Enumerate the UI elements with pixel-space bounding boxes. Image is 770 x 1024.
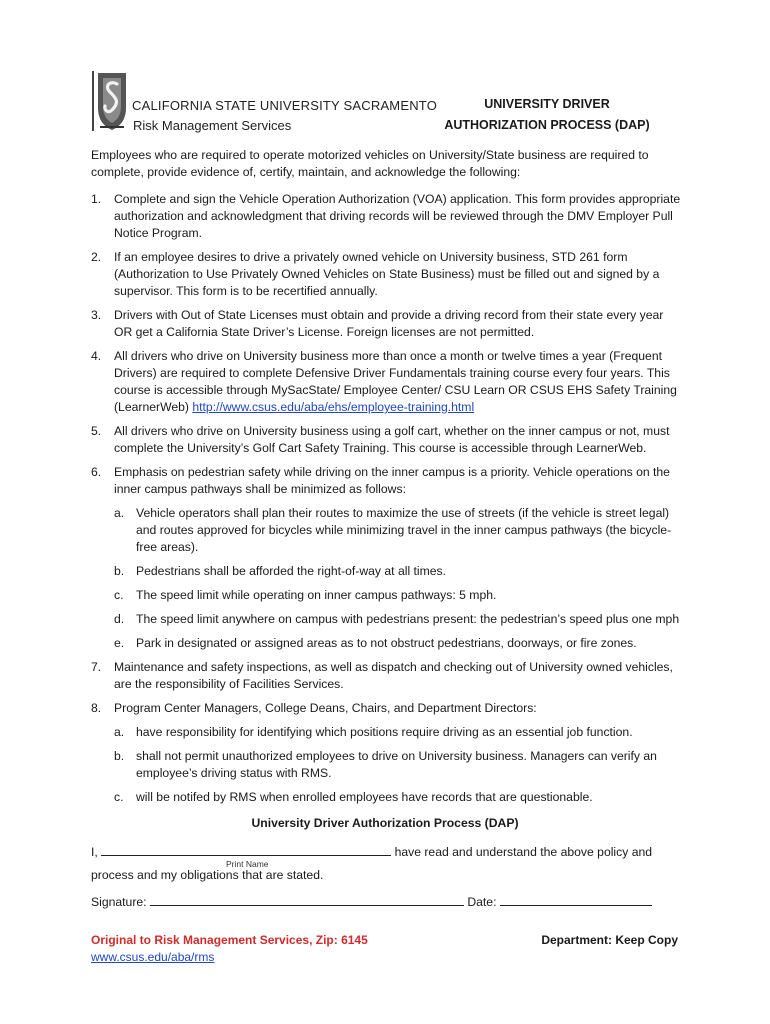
sublist-item: c. The speed limit while operating on inner campus pathways: 5 mph. bbox=[114, 588, 497, 602]
pedestrian-safety-sublist bbox=[114, 505, 683, 652]
department-copy-note: Department: Keep Copy bbox=[541, 933, 678, 947]
list-item: 6. Emphasis on pedestrian safety while driving on the inner campus is a priority. Vehicle operations on the inner campus pathways shall be minimized as follows: a. Vehicle operators shall plan their routes to maximize the use of streets (if the vehicle is street legal) and routes approved for bicycles while minimizing travel in the inner campus pathways (the bicycle-free areas). b. Pedestrians shall be afforded the right-of-way at all times. c. The speed limit while operating on inner campus pathways: 5 mph. d. The speed limit anywhere on campus with pedestrians present: the pedestrian’s speed plus one mph e. Park in designated or assigned areas as to not obstruct pedestrians, doorways, or fire zones. bbox=[91, 464, 683, 652]
requirements-list bbox=[91, 191, 683, 813]
original-routing-note: Original to Risk Management Services, Zip: 6145 bbox=[91, 933, 368, 947]
sublist-item: e. Park in designated or assigned areas as to not obstruct pedestrians, doorways, or fire zones. bbox=[114, 636, 637, 650]
university-name: CALIFORNIA STATE UNIVERSITY SACRAMENTO bbox=[132, 98, 438, 113]
sublist-item: b. shall not permit unauthorized employees to drive on University business. Managers can verify an employee’s driving status with RMS. bbox=[114, 749, 657, 780]
list-item: 5. All drivers who drive on University business using a golf cart, whether on the inner campus or not, must complete the University’s Golf Cart Safety Training. This course is accessible through LearnerWeb. bbox=[91, 424, 670, 455]
title-line-1: UNIVERSITY DRIVER bbox=[484, 97, 610, 111]
list-item: 8. Program Center Managers, College Deans, Chairs, and Department Directors: a. have responsibility for identifying which positions require driving as an essential job function. b. shall not permit unauthorized employees to drive on University business. Managers can verify an employee’s driving status with RMS. c. will be notifed by RMS when enrolled employees have records that are questionable. bbox=[91, 700, 683, 806]
print-name-label: Print Name bbox=[226, 859, 269, 869]
title-line-2: AUTHORIZATION PROCESS (DAP) bbox=[444, 118, 650, 132]
print-name-field[interactable] bbox=[101, 843, 391, 856]
acknowledgment-line-2: process and my obligations that are stated. bbox=[91, 868, 324, 882]
list-item: 1. Complete and sign the Vehicle Operation Authorization (VOA) application. This form provides appropriate authorization and acknowledgment that driving records will be reviewed through the DMV Employer Pull Notice Program. bbox=[91, 192, 681, 240]
sublist-item: a. Vehicle operators shall plan their routes to maximize the use of streets (if the vehicle is street legal) and routes approved for bicycles while minimizing travel in the inner campus pathways (the bicycle-free areas). bbox=[114, 506, 672, 554]
sublist-item: b. Pedestrians shall be afforded the right-of-way at all times. bbox=[114, 564, 447, 578]
list-item: 2. If an employee desires to drive a privately owned vehicle on University business, STD 261 form (Authorization to Use Privately Owned Vehicles on State Business) must be filled out and signed by a supervisor. This form is to be recertified annually. bbox=[91, 250, 660, 298]
date-field[interactable] bbox=[500, 893, 652, 906]
employee-training-link[interactable]: http://www.csus.edu/aba/ehs/employee-training.html bbox=[192, 400, 475, 414]
department-name: Risk Management Services bbox=[133, 118, 292, 133]
list-item: 4. All drivers who drive on University business more than once a month or twelve times a year (Frequent Drivers) are required to complete Defensive Driver Fundamentals training course every four years. This course is accessible through MySacState/ Employee Center/ CSU Learn OR CSUS EHS Safety Training (LearnerWeb) http://www.csus.edu/aba/ehs/employee-training.html bbox=[91, 349, 677, 414]
date-label: Date: bbox=[467, 895, 497, 909]
list-item: 3. Drivers with Out of State Licenses must obtain and provide a driving record from their state every year OR get a California State Driver’s License. Foreign licenses are not permitted. bbox=[91, 308, 664, 339]
sublist-item: d. The speed limit anywhere on campus with pedestrians present: the pedestrian’s speed plus one mph bbox=[114, 612, 680, 626]
signature-row bbox=[91, 893, 652, 909]
sublist-item: a. have responsibility for identifying which positions require driving as an essential job function. bbox=[114, 725, 633, 739]
acknowledgment-line: I, have read and understand the above policy and bbox=[91, 845, 653, 859]
form-title: University Driver Authorization Process (DAP) bbox=[251, 816, 519, 830]
university-seal-logo bbox=[90, 70, 130, 132]
list-item: 7. Maintenance and safety inspections, as well as dispatch and checking out of University owned vehicles, are the responsibility of Facilities Services. bbox=[91, 660, 673, 691]
signature-label: Signature: bbox=[91, 895, 147, 909]
manager-duties-sublist bbox=[114, 724, 683, 806]
intro-paragraph: Employees who are required to operate motorized vehicles on University/State business are required to complete, provide evidence of, certify, maintain, and acknowledge the following: bbox=[91, 148, 649, 179]
sublist-item: c. will be notifed by RMS when enrolled employees have records that are questionable. bbox=[114, 790, 593, 804]
rms-website-link[interactable]: www.csus.edu/aba/rms bbox=[91, 950, 215, 964]
document-title bbox=[417, 94, 677, 136]
signature-field[interactable] bbox=[150, 893, 464, 906]
